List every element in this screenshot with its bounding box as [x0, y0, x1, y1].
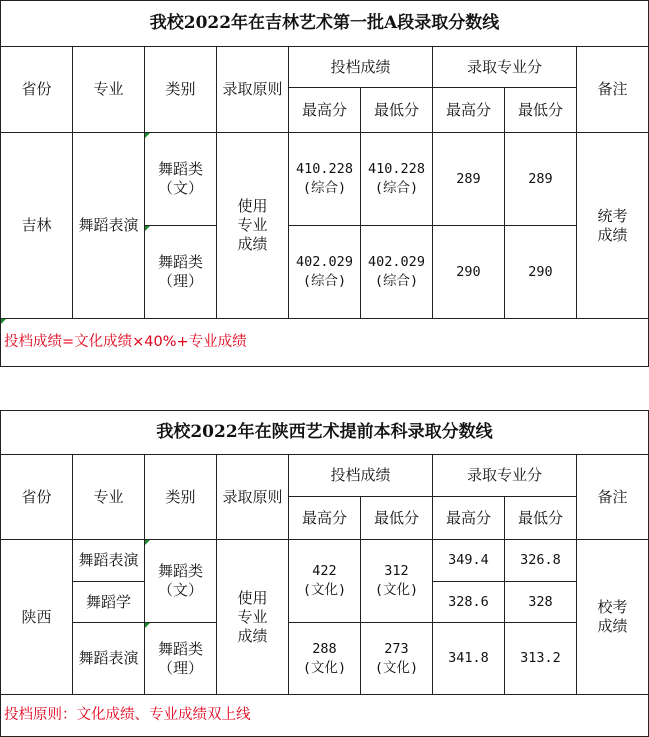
header-principle: 录取原则: [217, 47, 289, 133]
major-min-cell: 290: [505, 226, 577, 319]
major-max-cell: 328.6: [433, 582, 505, 623]
major-max-cell: 349.4: [433, 540, 505, 582]
header-remark: 备注: [577, 455, 649, 540]
comment-marker-icon: [145, 133, 150, 138]
comment-marker-icon: [145, 623, 150, 628]
remark-cell: 统考 成绩: [577, 133, 649, 319]
category-cell: 舞蹈类 （文）: [145, 133, 217, 226]
shaanxi-score-table: [0, 410, 649, 737]
file-min-cell: 402.029 (综合): [361, 226, 433, 319]
table-note: 投档成绩=文化成绩×40%+专业成绩: [1, 319, 649, 367]
header-major-score: 录取专业分: [433, 455, 577, 497]
major-max-cell: 341.8: [433, 623, 505, 695]
comment-marker-icon: [145, 540, 150, 545]
header-file-max: 最高分: [289, 88, 361, 133]
header-major-min: 最低分: [505, 88, 577, 133]
major-cell: 舞蹈表演: [73, 133, 145, 319]
header-category: 类别: [145, 455, 217, 540]
major-cell: 舞蹈表演: [73, 540, 145, 582]
header-remark: 备注: [577, 47, 649, 133]
major-cell: 舞蹈表演: [73, 623, 145, 695]
major-max-cell: 289: [433, 133, 505, 226]
header-major-score: 录取专业分: [433, 47, 577, 88]
major-cell: 舞蹈学: [73, 582, 145, 623]
header-file-max: 最高分: [289, 497, 361, 540]
file-max-cell: 402.029 (综合): [289, 226, 361, 319]
header-file-min: 最低分: [361, 497, 433, 540]
file-min-cell: 273 (文化): [361, 623, 433, 695]
major-max-cell: 290: [433, 226, 505, 319]
major-min-cell: 289: [505, 133, 577, 226]
header-file-score: 投档成绩: [289, 455, 433, 497]
header-major-max: 最高分: [433, 497, 505, 540]
header-major: 专业: [73, 47, 145, 133]
category-cell: 舞蹈类 （理）: [145, 623, 217, 695]
header-major-min: 最低分: [505, 497, 577, 540]
jilin-score-table: [0, 0, 649, 367]
table-title: 我校2022年在陕西艺术提前本科录取分数线: [1, 411, 649, 455]
header-category: 类别: [145, 47, 217, 133]
file-max-cell: 422 (文化): [289, 540, 361, 623]
category-cell: 舞蹈类 （文）: [145, 540, 217, 623]
category-cell: 舞蹈类 （理）: [145, 226, 217, 319]
header-province: 省份: [1, 455, 73, 540]
table-title: 我校2022年在吉林艺术第一批A段录取分数线: [1, 1, 649, 47]
file-min-cell: 410.228 (综合): [361, 133, 433, 226]
province-cell: 陕西: [1, 540, 73, 695]
header-file-min: 最低分: [361, 88, 433, 133]
file-min-cell: 312 (文化): [361, 540, 433, 623]
principle-cell: 使用 专业 成绩: [217, 540, 289, 695]
header-major-max: 最高分: [433, 88, 505, 133]
major-min-cell: 328: [505, 582, 577, 623]
header-principle: 录取原则: [217, 455, 289, 540]
header-province: 省份: [1, 47, 73, 133]
header-major: 专业: [73, 455, 145, 540]
file-max-cell: 410.228 (综合): [289, 133, 361, 226]
major-min-cell: 313.2: [505, 623, 577, 695]
principle-cell: 使用 专业 成绩: [217, 133, 289, 319]
remark-cell: 校考 成绩: [577, 540, 649, 695]
province-cell: 吉林: [1, 133, 73, 319]
comment-marker-icon: [145, 226, 150, 231]
file-max-cell: 288 (文化): [289, 623, 361, 695]
comment-marker-icon: [1, 319, 6, 324]
table-note: 投档原则：文化成绩、专业成绩双上线: [1, 695, 649, 737]
header-file-score: 投档成绩: [289, 47, 433, 88]
major-min-cell: 326.8: [505, 540, 577, 582]
